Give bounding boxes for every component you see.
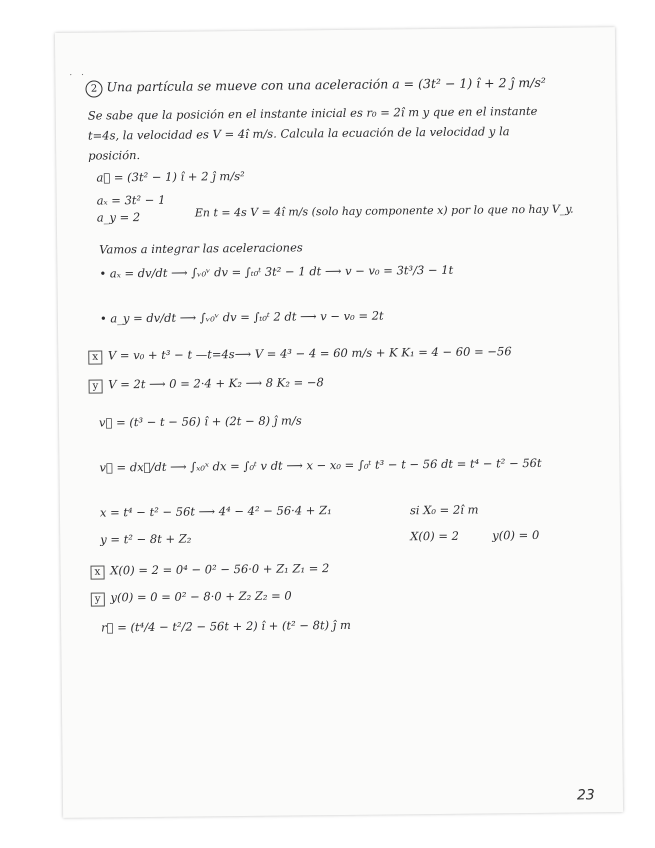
- accel-x: aₓ = 3t² − 1: [96, 192, 166, 208]
- integral-ax: • aₓ = dv/dt ⟶ ∫ᵥ₀ᵛ dv = ∫ₜ₀ᵗ 3t² − 1 dt ⟶ v − v₀ = 3t³/3 − 1t: [99, 262, 454, 281]
- y-velocity-eq: V = 2t ⟶ 0 = 2·4 + K₂ ⟶ 8 K₂ = −8: [108, 375, 324, 392]
- accel-y: a_y = 2: [96, 210, 141, 225]
- velocity-vector: v⃗ = (t³ − t − 56) î + (2t − 8) ĵ m/s: [98, 413, 302, 430]
- notebook-page: [55, 27, 623, 818]
- x-constant-eq: X(0) = 2 = 0⁴ − 0² − 56·0 + Z₁ Z₁ = 2: [110, 561, 330, 578]
- corner-dots: · ·: [69, 70, 87, 81]
- y-component-line: [89, 377, 324, 393]
- x-solution: x = t⁴ − t² − 56t ⟶ 4⁴ − 4² − 56·4 + Z₁: [99, 503, 332, 520]
- initial-position-note: si X₀ = 2î m: [409, 502, 479, 518]
- statement-text-1: Una partícula se mueve con una aceleración a = (3t² − 1) î + 2 ĵ m/s²: [106, 74, 546, 95]
- x-component-line: [88, 346, 511, 364]
- integrate-intro: Vamos a integrar las aceleraciones: [99, 240, 303, 257]
- statement-line-1: [85, 76, 546, 98]
- y-constant-line: [91, 588, 292, 607]
- y-solution: y = t² − 8t + Z₂: [100, 531, 192, 547]
- integral-ay: • a_y = dv/dt ⟶ ∫ᵥ₀ᵛ dv = ∫ₜ₀ᵗ 2 dt ⟶ v − v₀ = 2t: [99, 308, 384, 326]
- y0-condition: y(0) = 0: [492, 527, 540, 543]
- page-number: 23: [576, 787, 595, 804]
- x-constant-line: [90, 563, 329, 579]
- y-constant-eq: y(0) = 0 = 0² − 8·0 + Z₂ Z₂ = 0: [110, 588, 292, 605]
- statement-line-4: posición.: [88, 148, 141, 163]
- position-vector: r⃗ = (t⁴/4 − t²/2 − 56t + 2) î + (t² − 8t) ĵ m: [101, 617, 351, 635]
- note-t4: En t = 4s V = 4î m/s (solo hay componente x) por lo que no hay V_y.: [194, 202, 574, 220]
- x-velocity-eq: V = v₀ + t³ − t —t=4s⟶ V = 4³ − 4 = 60 m/s + K K₁ = 4 − 60 = −56: [107, 344, 512, 363]
- x0-condition: X(0) = 2: [410, 528, 460, 544]
- accel-vector: a⃗ = (3t² − 1) î + 2 ĵ m/s²: [96, 168, 245, 185]
- problem-number: 2: [85, 80, 102, 97]
- statement-line-2: Se sabe que la posición en el instante inicial es r₀ = 2î m y que en el instante: [87, 103, 538, 123]
- velocity-integral: v⃗ = dx⃗/dt ⟶ ∫ₓ₀ˣ dx = ∫₀ᵗ v dt ⟶ x − x₀ = ∫₀ᵗ t³ − t − 56 dt = t⁴ − t² − 56t: [99, 455, 542, 475]
- y-const-box: y: [91, 592, 105, 606]
- statement-line-3: t=4s, la velocidad es V = 4î m/s. Calcula la ecuación de la velocidad y la: [87, 124, 510, 143]
- x-const-box: x: [90, 565, 104, 579]
- y-box-label: y: [89, 379, 103, 393]
- x-box-label: x: [88, 350, 102, 364]
